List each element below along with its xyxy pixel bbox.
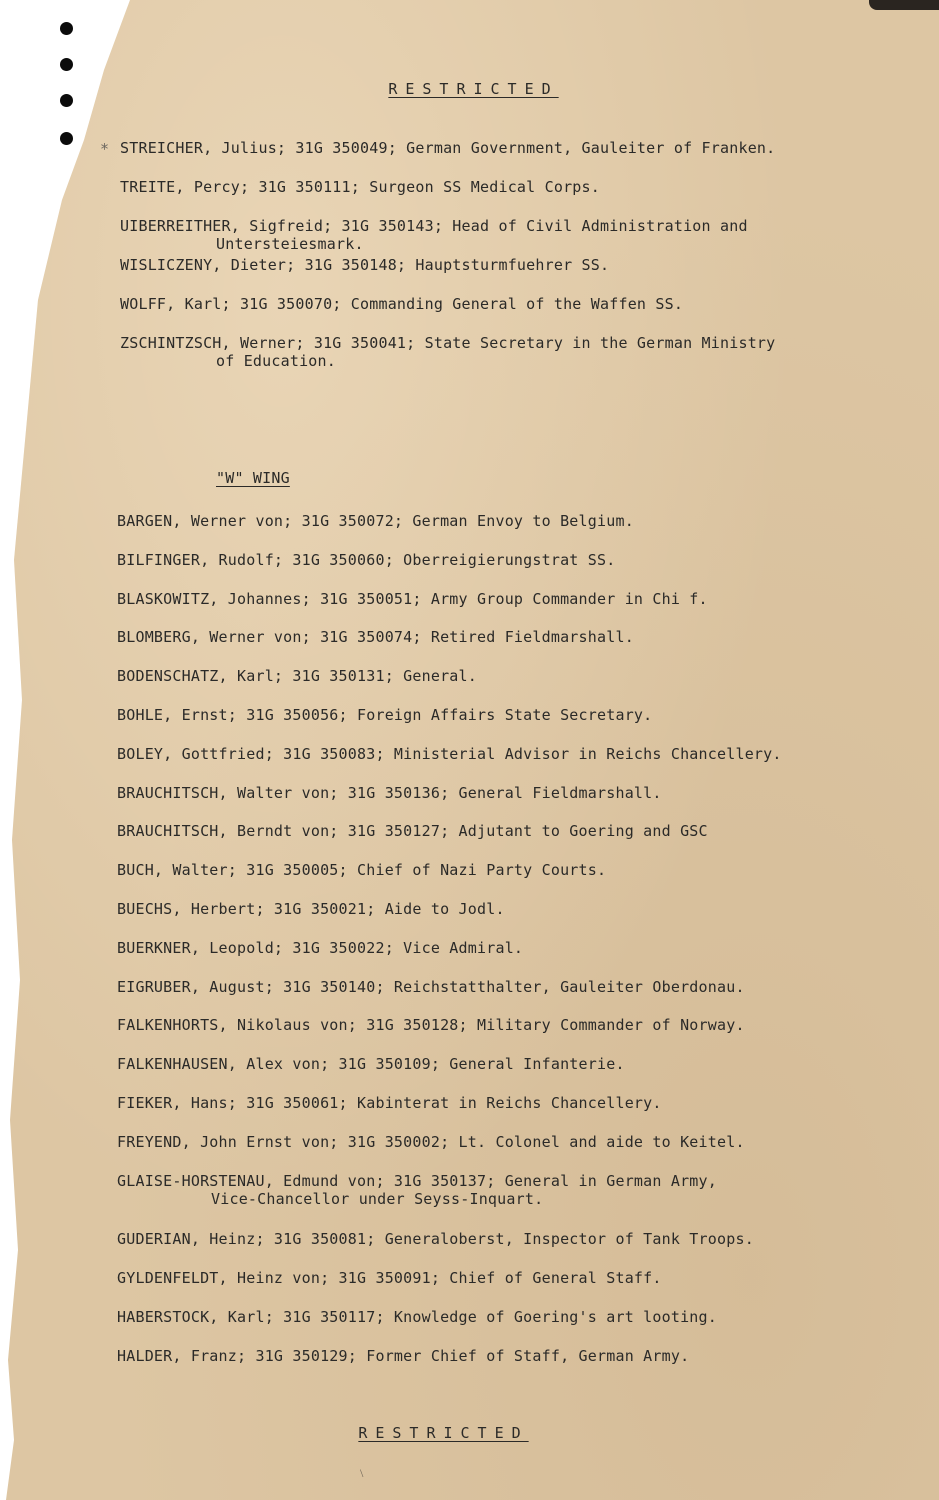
entry-line: BRAUCHITSCH, Berndt von; 31G 350127; Adjutant to Goering and GSC <box>117 822 708 841</box>
entry-continuation-line: Vice-Chancellor under Seyss-Inquart. <box>211 1189 544 1208</box>
entry-line: GUDERIAN, Heinz; 31G 350081; Generaloberst, Inspector of Tank Troops. <box>117 1230 754 1249</box>
paper-speck: \ <box>360 1466 364 1480</box>
punch-hole <box>60 132 73 145</box>
w-wing-heading: "W" WING <box>216 469 290 487</box>
entry-line: STREICHER, Julius; 31G 350049; German Government, Gauleiter of Franken. <box>120 139 776 157</box>
entry-line: BARGEN, Werner von; 31G 350072; German Envoy to Belgium. <box>117 512 634 530</box>
entry-line: BUECHS, Herbert; 31G 350021; Aide to Jodl. <box>117 900 505 918</box>
entry-line: HABERSTOCK, Karl; 31G 350117; Knowledge of Goering's art looting. <box>117 1308 717 1326</box>
entry-line: BLASKOWITZ, Johannes; 31G 350051; Army Group Commander in Chi f. <box>117 589 708 608</box>
entry-line: BODENSCHATZ, Karl; 31G 350131; General. <box>117 667 477 686</box>
asterisk-marker: * <box>100 140 110 158</box>
punch-hole <box>60 58 73 71</box>
entry-line: FIEKER, Hans; 31G 350061; Kabinterat in Reichs Chancellery. <box>117 1094 662 1112</box>
entry-line: HALDER, Franz; 31G 350129; Former Chief of Staff, German Army. <box>117 1346 690 1365</box>
entry-line: WISLICZENY, Dieter; 31G 350148; Hauptsturmfuehrer SS. <box>120 256 610 274</box>
punch-hole <box>60 22 73 35</box>
entry-line: BOHLE, Ernst; 31G 350056; Foreign Affairs State Secretary. <box>117 706 653 724</box>
entry-line: BUERKNER, Leopold; 31G 350022; Vice Admiral. <box>117 938 524 957</box>
entry-line: GLAISE-HORSTENAU, Edmund von; 31G 350137; General in German Army, <box>117 1171 717 1190</box>
entry-line: GYLDENFELDT, Heinz von; 31G 350091; Chief of General Staff. <box>117 1269 662 1288</box>
entry-line: BILFINGER, Rudolf; 31G 350060; Oberreigierungstrat SS. <box>117 550 616 569</box>
entry-line: EIGRUBER, August; 31G 350140; Reichstatthalter, Gauleiter Oberdonau. <box>117 977 745 996</box>
entry-line: BRAUCHITSCH, Walter von; 31G 350136; General Fieldmarshall. <box>117 783 662 802</box>
entry-line: TREITE, Percy; 31G 350111; Surgeon SS Medical Corps. <box>120 178 600 196</box>
corner-mark <box>869 0 939 10</box>
entry-line: FALKENHORTS, Nikolaus von; 31G 350128; Military Commander of Norway. <box>117 1016 745 1035</box>
entry-line: ZSCHINTZSCH, Werner; 31G 350041; State Secretary in the German Ministry <box>120 334 776 352</box>
entry-line: BUCH, Walter; 31G 350005; Chief of Nazi Party Courts. <box>117 861 607 880</box>
entry-continuation-line: Untersteiesmark. <box>216 235 364 253</box>
footer-classification: RESTRICTED <box>358 1424 529 1442</box>
entry-line: BLOMBERG, Werner von; 31G 350074; Retired Fieldmarshall. <box>117 628 634 647</box>
entry-line: FREYEND, John Ernst von; 31G 350002; Lt. Colonel and aide to Keitel. <box>117 1132 745 1151</box>
entry-line: BOLEY, Gottfried; 31G 350083; Ministerial Advisor in Reichs Chancellery. <box>117 744 782 763</box>
entry-line: FALKENHAUSEN, Alex von; 31G 350109; General Infanterie. <box>117 1055 625 1074</box>
entry-line: WOLFF, Karl; 31G 350070; Commanding General of the Waffen SS. <box>120 295 684 313</box>
header-classification: RESTRICTED <box>388 80 559 98</box>
entry-continuation-line: of Education. <box>216 352 336 370</box>
entry-line: UIBERREITHER, Sigfreid; 31G 350143; Head of Civil Administration and <box>120 217 748 235</box>
